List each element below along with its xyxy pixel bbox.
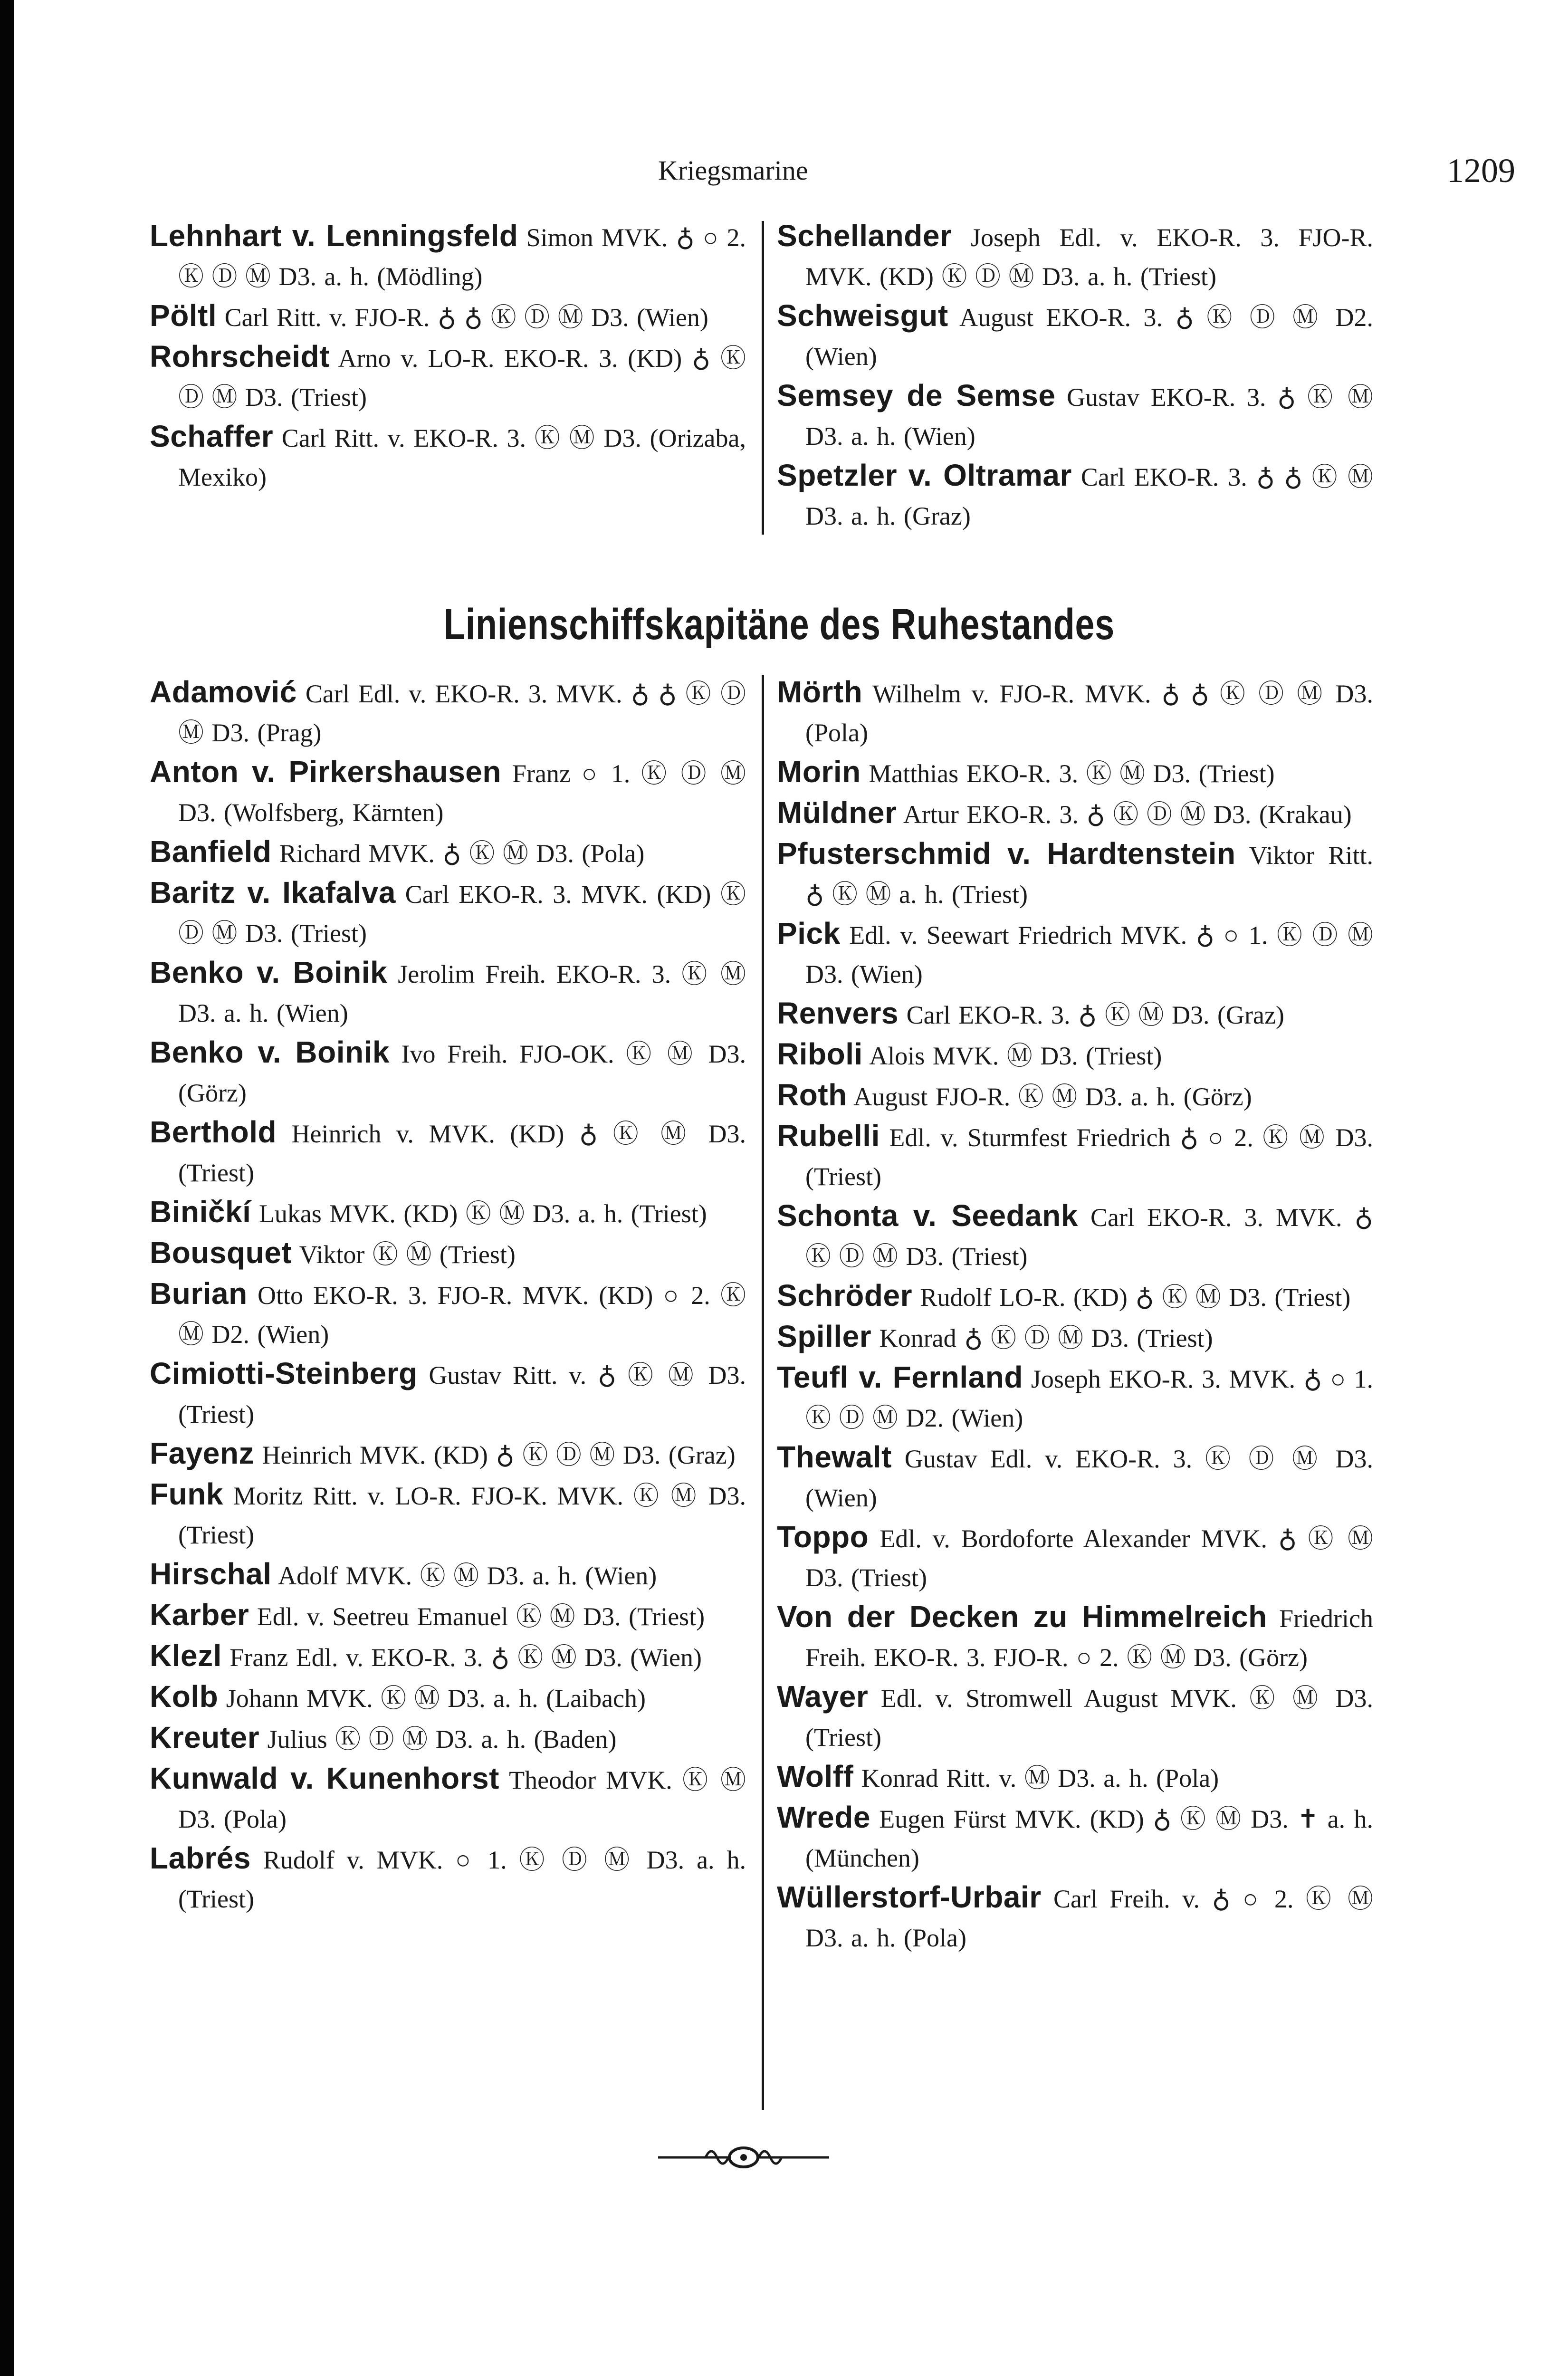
officer-details: Joseph EKO-R. 3. MVK. ♁ ○ 1. Ⓚ Ⓓ Ⓜ D2. (Wien) (805, 1365, 1373, 1432)
roster-entry (777, 1757, 1373, 1798)
officer-name: Hirschal (150, 1557, 272, 1591)
roster-entry (777, 1517, 1373, 1597)
roster-entry (150, 1112, 746, 1192)
roster-entry (777, 376, 1373, 456)
roster-entry (777, 296, 1373, 376)
officer-name: Bousquet (150, 1236, 292, 1270)
roster-entry (150, 1839, 746, 1918)
officer-details: Rudolf v. MVK. ○ 1. Ⓚ Ⓓ Ⓜ D3. a. h. (Triest) (178, 1846, 746, 1913)
officer-details: Friedrich Freih. EKO-R. 3. FJO-R. ○ 2. Ⓚ Ⓜ D3. (Görz) (805, 1604, 1374, 1672)
roster-entry (777, 1358, 1373, 1437)
officer-name: Lehnhart v. Lenningsfeld (150, 219, 518, 253)
officer-details: Konrad ♁ Ⓚ Ⓓ Ⓜ D3. (Triest) (879, 1324, 1213, 1352)
roster-entry (777, 672, 1373, 752)
roster-entry (150, 1554, 746, 1595)
roster-entry (150, 1033, 746, 1112)
officer-details: Heinrich MVK. (KD) ♁ Ⓚ Ⓓ Ⓜ D3. (Graz) (262, 1441, 736, 1469)
top-left-column (150, 216, 746, 497)
left-column (150, 672, 746, 1918)
officer-details: Viktor Ⓚ Ⓜ (Triest) (299, 1240, 516, 1269)
officer-name: Schaffer (150, 419, 274, 453)
officer-name: Toppo (777, 1520, 869, 1554)
officer-name: Adamović (150, 675, 297, 709)
officer-details: Wilhelm v. FJO-R. MVK. ♁ ♁ Ⓚ Ⓓ Ⓜ D3. (Pola) (805, 680, 1373, 747)
officer-name: Rohrscheidt (150, 339, 330, 374)
officer-name: Biničkí (150, 1195, 251, 1229)
officer-name: Von der Decken zu Himmelreich (777, 1600, 1267, 1634)
officer-details: Carl Ritt. v. EKO-R. 3. Ⓚ Ⓜ D3. (Orizaba, Mexiko) (178, 424, 746, 491)
officer-name: Schellander (777, 219, 952, 253)
officer-name: Wüllerstorf-Urbair (777, 1880, 1042, 1914)
officer-details: Simon MVK. ♁ ○ 2. Ⓚ Ⓓ Ⓜ D3. a. h. (Mödling) (178, 223, 746, 291)
officer-details: Carl EKO-R. 3. ♁ ♁ Ⓚ Ⓜ D3. a. h. (Graz) (805, 463, 1373, 530)
end-ornament (658, 2141, 829, 2174)
roster-entry (777, 456, 1373, 536)
roster-entry (150, 752, 746, 832)
roster-entry (777, 994, 1373, 1035)
roster-entry (150, 296, 746, 337)
officer-name: Rubelli (777, 1119, 880, 1153)
officer-details: Joseph Edl. v. EKO-R. 3. FJO-R. MVK. (KD) Ⓚ Ⓓ Ⓜ D3. a. h. (Triest) (805, 223, 1373, 291)
officer-details: Viktor Ritt. ♁ Ⓚ Ⓜ a. h. (Triest) (805, 841, 1373, 909)
officer-name: Banfield (150, 834, 272, 869)
roster-entry (777, 1276, 1373, 1317)
officer-name: Roth (777, 1078, 847, 1112)
roster-entry (150, 873, 746, 953)
officer-details: Eugen Fürst MVK. (KD) ♁ Ⓚ Ⓜ D3. ✝ a. h. (München) (805, 1805, 1373, 1872)
officer-name: Wayer (777, 1679, 869, 1714)
officer-details: Gustav Edl. v. EKO-R. 3. Ⓚ Ⓓ Ⓜ D3. (Wien) (805, 1445, 1373, 1512)
officer-name: Kunwald v. Kunenhorst (150, 1761, 499, 1795)
officer-name: Wrede (777, 1800, 870, 1834)
officer-name: Teufl v. Fernland (777, 1360, 1023, 1394)
roster-entry (777, 752, 1373, 793)
officer-details: Gustav Ritt. v. ♁ Ⓚ Ⓜ D3. (Triest) (178, 1361, 746, 1428)
officer-details: Edl. v. Bordoforte Alexander MVK. ♁ Ⓚ Ⓜ D3. (Triest) (805, 1524, 1373, 1592)
roster-entry (777, 216, 1373, 296)
officer-name: Baritz v. Ikafalva (150, 875, 396, 910)
roster-entry (150, 832, 746, 873)
officer-details: Edl. v. Sturmfest Friedrich ♁ ○ 2. Ⓚ Ⓜ D3. (Triest) (805, 1123, 1374, 1191)
officer-details: Franz Edl. v. EKO-R. 3. ♁ Ⓚ Ⓜ D3. (Wien) (229, 1643, 702, 1672)
roster-entry (150, 672, 746, 752)
officer-name: Burian (150, 1276, 248, 1311)
officer-name: Thewalt (777, 1440, 892, 1474)
officer-details: Adolf MVK. Ⓚ Ⓜ D3. a. h. (Wien) (278, 1562, 657, 1590)
roster-entry (777, 793, 1373, 834)
roster-entry (777, 1317, 1373, 1358)
officer-details: Jerolim Freih. EKO-R. 3. Ⓚ Ⓜ D3. a. h. (Wien) (178, 960, 746, 1027)
officer-name: Spiller (777, 1319, 872, 1353)
officer-details: Rudolf LO-R. (KD) ♁ Ⓚ Ⓜ D3. (Triest) (920, 1283, 1351, 1312)
officer-name: Spetzler v. Oltramar (777, 458, 1072, 492)
officer-details: Franz ○ 1. Ⓚ Ⓓ Ⓜ D3. (Wolfsberg, Kärnten) (178, 759, 746, 827)
roster-entry (777, 1677, 1373, 1757)
officer-name: Kolb (150, 1679, 219, 1714)
officer-name: Pöltl (150, 298, 217, 333)
officer-details: Lukas MVK. (KD) Ⓚ Ⓜ D3. a. h. (Triest) (258, 1199, 707, 1228)
roster-entry (777, 914, 1373, 994)
officer-details: Carl Edl. v. EKO-R. 3. MVK. ♁ ♁ Ⓚ Ⓓ Ⓜ D3. (Prag) (178, 680, 746, 747)
officer-details: Theodor MVK. Ⓚ Ⓜ D3. (Pola) (178, 1766, 746, 1833)
roster-entry (150, 1677, 746, 1718)
officer-name: Wolff (777, 1759, 854, 1793)
officer-details: Edl. v. Stromwell August MVK. Ⓚ Ⓜ D3. (Triest) (805, 1684, 1374, 1752)
officer-name: Kreuter (150, 1720, 260, 1754)
officer-name: Benko v. Boinik (150, 955, 388, 989)
officer-name: Cimiotti-Steinberg (150, 1356, 418, 1390)
officer-details: August EKO-R. 3. ♁ Ⓚ Ⓓ Ⓜ D2. (Wien) (805, 303, 1373, 371)
officer-details: Johann MVK. Ⓚ Ⓜ D3. a. h. (Laibach) (226, 1684, 646, 1713)
scan-border-left (0, 0, 14, 2376)
officer-details: Carl EKO-R. 3. MVK. (KD) Ⓚ Ⓓ Ⓜ D3. (Triest) (178, 880, 746, 948)
roster-entry (150, 1233, 746, 1274)
top-column-rule (762, 221, 764, 535)
roster-entry (150, 953, 746, 1033)
roster-entry (777, 1597, 1373, 1677)
officer-details: Gustav EKO-R. 3. ♁ Ⓚ Ⓜ D3. a. h. (Wien) (805, 383, 1374, 450)
officer-details: Moritz Ritt. v. LO-R. FJO-K. MVK. Ⓚ Ⓜ D3. (Triest) (178, 1482, 746, 1549)
officer-details: Carl EKO-R. 3. MVK. ♁ Ⓚ Ⓓ Ⓜ D3. (Triest) (805, 1203, 1374, 1271)
roster-entry (777, 1798, 1373, 1878)
officer-name: Schweisgut (777, 298, 948, 333)
officer-details: August FJO-R. Ⓚ Ⓜ D3. a. h. (Görz) (853, 1083, 1252, 1111)
officer-details: Julius Ⓚ Ⓓ Ⓜ D3. a. h. (Baden) (267, 1725, 617, 1753)
roster-entry (777, 1116, 1373, 1196)
roster-entry (150, 216, 746, 296)
officer-details: Richard MVK. ♁ Ⓚ Ⓜ D3. (Pola) (279, 839, 645, 868)
officer-name: Karber (150, 1598, 249, 1632)
officer-details: Arno v. LO-R. EKO-R. 3. (KD) ♁ Ⓚ Ⓓ Ⓜ D3. (Triest) (178, 344, 746, 412)
roster-entry (150, 1718, 746, 1759)
officer-details: Ivo Freih. FJO-OK. Ⓚ Ⓜ D3. (Görz) (178, 1040, 746, 1107)
roster-entry (777, 1437, 1373, 1517)
section-title: Linienschiffskapitäne des Ruhestandes (443, 600, 1115, 649)
roster-entry (777, 834, 1373, 914)
column-rule (762, 675, 764, 2110)
roster-entry (150, 1434, 746, 1475)
officer-details: Matthias EKO-R. 3. Ⓚ Ⓜ D3. (Triest) (869, 759, 1275, 788)
officer-name: Renvers (777, 996, 899, 1030)
officer-name: Schröder (777, 1278, 912, 1313)
officer-details: Artur EKO-R. 3. ♁ Ⓚ Ⓓ Ⓜ D3. (Krakau) (903, 800, 1352, 829)
officer-details: Carl Ritt. v. FJO-R. ♁ ♁ Ⓚ Ⓓ Ⓜ D3. (Wien) (224, 303, 708, 332)
officer-name: Fayenz (150, 1436, 254, 1470)
officer-name: Pick (777, 916, 841, 950)
officer-name: Mörth (777, 675, 863, 709)
officer-name: Klezl (150, 1638, 222, 1673)
officer-name: Benko v. Boinik (150, 1035, 390, 1069)
officer-name: Anton v. Pirkershausen (150, 755, 501, 789)
roster-entry (150, 337, 746, 417)
officer-name: Semsey de Semse (777, 378, 1056, 412)
roster-entry (777, 1196, 1373, 1276)
roster-entry (150, 1636, 746, 1677)
officer-name: Labrés (150, 1841, 251, 1875)
officer-details: Edl. v. Seetreu Emanuel Ⓚ Ⓜ D3. (Triest) (257, 1602, 705, 1631)
officer-name: Berthold (150, 1115, 277, 1149)
officer-name: Pfusterschmid v. Hardtenstein (777, 836, 1236, 871)
roster-entry (150, 1595, 746, 1636)
officer-details: Konrad Ritt. v. Ⓜ D3. a. h. (Pola) (861, 1764, 1219, 1792)
page-number: 1209 (1447, 152, 1515, 190)
roster-entry (150, 1192, 746, 1233)
officer-details: Otto EKO-R. 3. FJO-R. MVK. (KD) ○ 2. Ⓚ Ⓜ D2. (Wien) (178, 1281, 746, 1349)
roster-entry (150, 1354, 746, 1434)
right-column (777, 672, 1373, 1957)
running-head: Kriegsmarine (658, 155, 808, 186)
roster-entry (777, 1035, 1373, 1075)
officer-details: Heinrich v. MVK. (KD) ♁ Ⓚ Ⓜ D3. (Triest) (178, 1120, 746, 1187)
roster-entry (777, 1075, 1373, 1116)
roster-entry (150, 1274, 746, 1354)
officer-details: Carl Freih. v. ♁ ○ 2. Ⓚ Ⓜ D3. a. h. (Pola) (805, 1885, 1373, 1952)
officer-details: Alois MVK. Ⓜ D3. (Triest) (869, 1042, 1162, 1070)
officer-name: Funk (150, 1477, 223, 1511)
roster-entry (150, 417, 746, 497)
roster-entry (777, 1878, 1373, 1957)
roster-entry (150, 1475, 746, 1554)
officer-name: Müldner (777, 795, 897, 830)
officer-name: Schonta v. Seedank (777, 1198, 1078, 1233)
officer-name: Morin (777, 755, 861, 789)
officer-details: Carl EKO-R. 3. ♁ Ⓚ Ⓜ D3. (Graz) (906, 1001, 1284, 1029)
top-right-column (777, 216, 1373, 536)
officer-details: Edl. v. Seewart Friedrich MVK. ♁ ○ 1. Ⓚ Ⓓ Ⓜ D3. (Wien) (805, 921, 1373, 988)
roster-entry (150, 1759, 746, 1839)
officer-name: Riboli (777, 1037, 863, 1071)
